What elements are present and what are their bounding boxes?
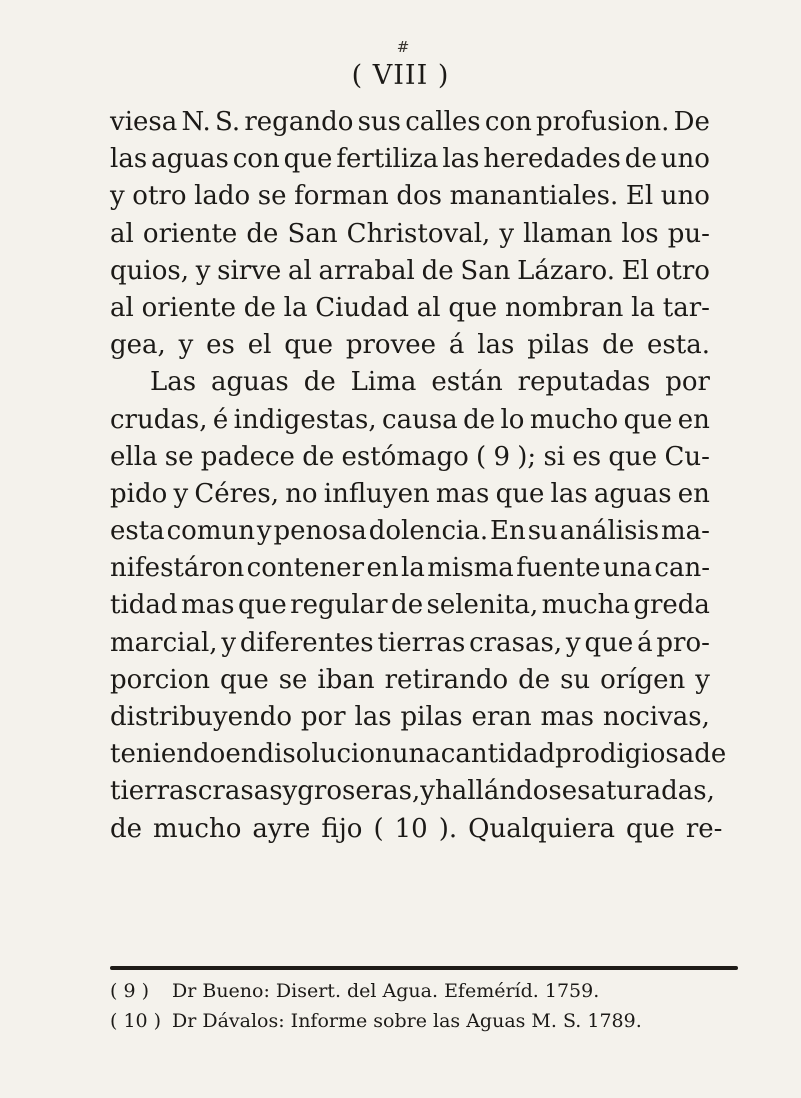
word: de (463, 404, 496, 435)
word: quios, (110, 255, 189, 286)
word: tierras (377, 627, 466, 658)
word: de (421, 255, 454, 286)
word: diferentes (239, 627, 374, 658)
word: El (625, 181, 654, 212)
word: regando (244, 107, 354, 137)
word: tar- (662, 292, 710, 323)
word: calles (405, 107, 481, 137)
text-line (110, 439, 710, 476)
word: aguas (211, 367, 289, 398)
word: y (499, 218, 515, 249)
word: pu- (667, 218, 710, 249)
word: heredades (483, 144, 621, 175)
word: de (602, 330, 635, 361)
signature-mark: # (396, 38, 410, 56)
word: la (401, 553, 425, 584)
word: que (608, 441, 658, 472)
word: la (283, 292, 308, 323)
word: fertiliza (336, 144, 439, 175)
word: eran (471, 702, 532, 732)
word: las (477, 330, 515, 361)
word: 10 (394, 813, 428, 844)
word: oriente (142, 218, 238, 249)
word: que (626, 813, 675, 844)
word: que (237, 590, 287, 621)
word: penosa (273, 516, 367, 547)
text-line (110, 216, 710, 253)
word: y (195, 255, 211, 286)
word: en (225, 739, 258, 770)
word: mucho (153, 813, 242, 844)
word: y (110, 181, 125, 212)
word: influyen (323, 478, 430, 509)
word: y (420, 776, 435, 807)
word: al (110, 292, 134, 323)
word: greda (633, 590, 710, 621)
word: mas (435, 478, 490, 509)
word: los (621, 218, 659, 249)
word: Qualquiera (468, 813, 616, 844)
word: saturadas, (577, 776, 715, 807)
word: manantiales. (449, 181, 619, 212)
word: llaman (523, 218, 613, 249)
word: están (431, 367, 503, 398)
body-text (110, 104, 727, 848)
word: de (110, 813, 143, 844)
word: mas (181, 590, 235, 621)
word: al (288, 255, 312, 286)
word: indigestas, (233, 404, 377, 435)
footnote-text: Dr Dávalos: Informe sobre las Aguas M. S. 1789. (172, 1010, 642, 1032)
text-line (110, 178, 710, 215)
word: crasas (197, 776, 283, 807)
word: San (287, 218, 338, 249)
word: con (484, 107, 532, 137)
text-line (110, 141, 710, 178)
word: y (565, 627, 581, 658)
text-line (110, 402, 710, 439)
word: se (278, 664, 308, 695)
word: al (110, 218, 134, 249)
word: ( (476, 441, 487, 472)
word: las (550, 478, 588, 509)
word: y (282, 776, 298, 807)
footnote (110, 1006, 750, 1036)
word: que (448, 292, 498, 323)
word: de (246, 218, 279, 249)
word: re- (685, 813, 723, 844)
word: fijo (321, 813, 363, 844)
word: á (448, 330, 465, 361)
word: regular (290, 590, 388, 621)
word: una (391, 739, 441, 770)
word: reputadas (517, 367, 651, 398)
word: Las (150, 367, 197, 398)
word: viesa (110, 107, 178, 137)
footnote-rule (110, 966, 738, 970)
word: en (677, 478, 710, 509)
word: é (212, 404, 229, 435)
word: al (416, 292, 441, 323)
word: mucho (529, 404, 619, 435)
word: En (490, 516, 526, 547)
word: que (284, 330, 334, 361)
word: de (303, 367, 336, 398)
word: hallándose (434, 776, 578, 807)
text-line (110, 476, 710, 513)
word: San (460, 255, 511, 286)
word: por (665, 367, 710, 398)
word: lado (194, 181, 251, 212)
word: esta (110, 516, 165, 547)
word: que (495, 478, 545, 509)
word: si (543, 441, 566, 472)
word: nocivas, (602, 702, 710, 732)
word: sus (357, 107, 402, 137)
word: de (518, 664, 551, 695)
word: ayre (252, 813, 311, 844)
word: porcion (110, 664, 211, 695)
text-line (110, 811, 723, 848)
text-line (110, 736, 727, 773)
word: y (221, 627, 237, 658)
footnote (110, 976, 750, 1006)
word: crudas, (110, 404, 208, 435)
word: lo (500, 404, 525, 435)
text-line (110, 550, 710, 587)
word: Lázaro. (517, 255, 615, 286)
word: las (354, 702, 392, 732)
word: que (219, 664, 269, 695)
text-line (110, 364, 710, 401)
word: Céres, (194, 478, 280, 509)
text-line (110, 104, 710, 141)
word: es (206, 330, 235, 361)
word: S. (215, 107, 241, 137)
word: se (257, 181, 287, 212)
word: que (584, 627, 634, 658)
footnote-marker: ( 9 ) (110, 980, 149, 1002)
word: El (621, 255, 649, 286)
word: y (256, 516, 272, 547)
word: causa (382, 404, 458, 435)
word: su (527, 516, 558, 547)
word: teniendo (110, 739, 226, 770)
word: nombran (505, 292, 624, 323)
word: forman (294, 181, 389, 212)
word: selenita, (426, 590, 539, 621)
word: ella (110, 441, 158, 472)
word: una (602, 553, 652, 584)
word: marcial, (110, 627, 218, 658)
word: el (247, 330, 272, 361)
word: uno (660, 144, 710, 175)
word: aguas (151, 144, 229, 175)
word: sirve (217, 255, 282, 286)
word: dolencia. (368, 516, 489, 547)
text-line (110, 253, 710, 290)
word: con (232, 144, 280, 175)
word: por (300, 702, 346, 732)
word: groseras, (297, 776, 421, 807)
word: no (285, 478, 318, 509)
word: iban (317, 664, 375, 695)
word: de (391, 590, 424, 621)
word: análisis (559, 516, 660, 547)
word: Ciudad (315, 292, 409, 323)
word: aguas (593, 478, 672, 509)
word: comun (166, 516, 255, 547)
word: prodigiosa (555, 739, 695, 770)
word: en (677, 404, 710, 435)
word: cantidad (440, 739, 556, 770)
word: tidad (110, 590, 178, 621)
word: Cu- (664, 441, 710, 472)
text-line (110, 662, 710, 699)
word: gea, (110, 330, 166, 361)
word: nifestáron (110, 553, 245, 584)
word: la (631, 292, 655, 323)
word: oriente (141, 292, 236, 323)
word: de (302, 441, 335, 472)
footnote-marker: ( 10 ) (110, 1010, 162, 1032)
word: en (366, 553, 399, 584)
footnotes (110, 976, 750, 1036)
word: Lima (350, 367, 417, 398)
text-line (110, 513, 710, 550)
text-line (110, 587, 710, 624)
word: disolucion (257, 739, 392, 770)
text-line (110, 290, 710, 327)
text-line (110, 625, 710, 662)
word: y (173, 478, 189, 509)
word: otro (132, 181, 187, 212)
word: otro (655, 255, 710, 286)
word: 9 (493, 441, 511, 472)
word: profusion. (536, 107, 670, 137)
word: mucha (541, 590, 630, 621)
word: N. (181, 107, 211, 137)
word: mas (540, 702, 594, 732)
word: y (178, 330, 194, 361)
word: es (572, 441, 602, 472)
word: contener (246, 553, 364, 584)
word: orígen (600, 664, 686, 695)
word: que (623, 404, 673, 435)
word: pido (110, 478, 168, 509)
word: tierras (110, 776, 198, 807)
text-line (110, 699, 710, 736)
text-line (110, 773, 715, 810)
word: las (442, 144, 480, 175)
word: su (560, 664, 591, 695)
word: de (243, 292, 276, 323)
word: distribuyendo (110, 702, 292, 732)
word: se (164, 441, 194, 472)
word: dos (396, 181, 442, 212)
word: Christoval, (346, 218, 491, 249)
word: que (283, 144, 333, 175)
text-line (110, 327, 710, 364)
word: de (624, 144, 657, 175)
word: de (694, 739, 727, 770)
word: las (110, 144, 148, 175)
word: pro- (656, 627, 710, 658)
word: retirando (384, 664, 509, 695)
word: provee (345, 330, 437, 361)
word: á (637, 627, 653, 658)
word: pilas (400, 702, 463, 732)
word: De (673, 107, 710, 137)
word: misma (427, 553, 514, 584)
word: uno (660, 181, 710, 212)
word: ). (438, 813, 458, 844)
word: arrabal (318, 255, 415, 286)
word: pilas (527, 330, 590, 361)
word: y (695, 664, 710, 695)
word: can- (654, 553, 710, 584)
word: crasas, (469, 627, 563, 658)
word: padece (200, 441, 295, 472)
footnote-text: Dr Bueno: Disert. del Agua. Efeméríd. 1759. (172, 980, 600, 1002)
word: estómago (341, 441, 469, 472)
word: ma- (661, 516, 710, 547)
page-number: ( VIII ) (351, 60, 450, 91)
word: fuente (516, 553, 601, 584)
word: esta. (647, 330, 710, 361)
word: ( (373, 813, 384, 844)
word: ); (517, 441, 537, 472)
